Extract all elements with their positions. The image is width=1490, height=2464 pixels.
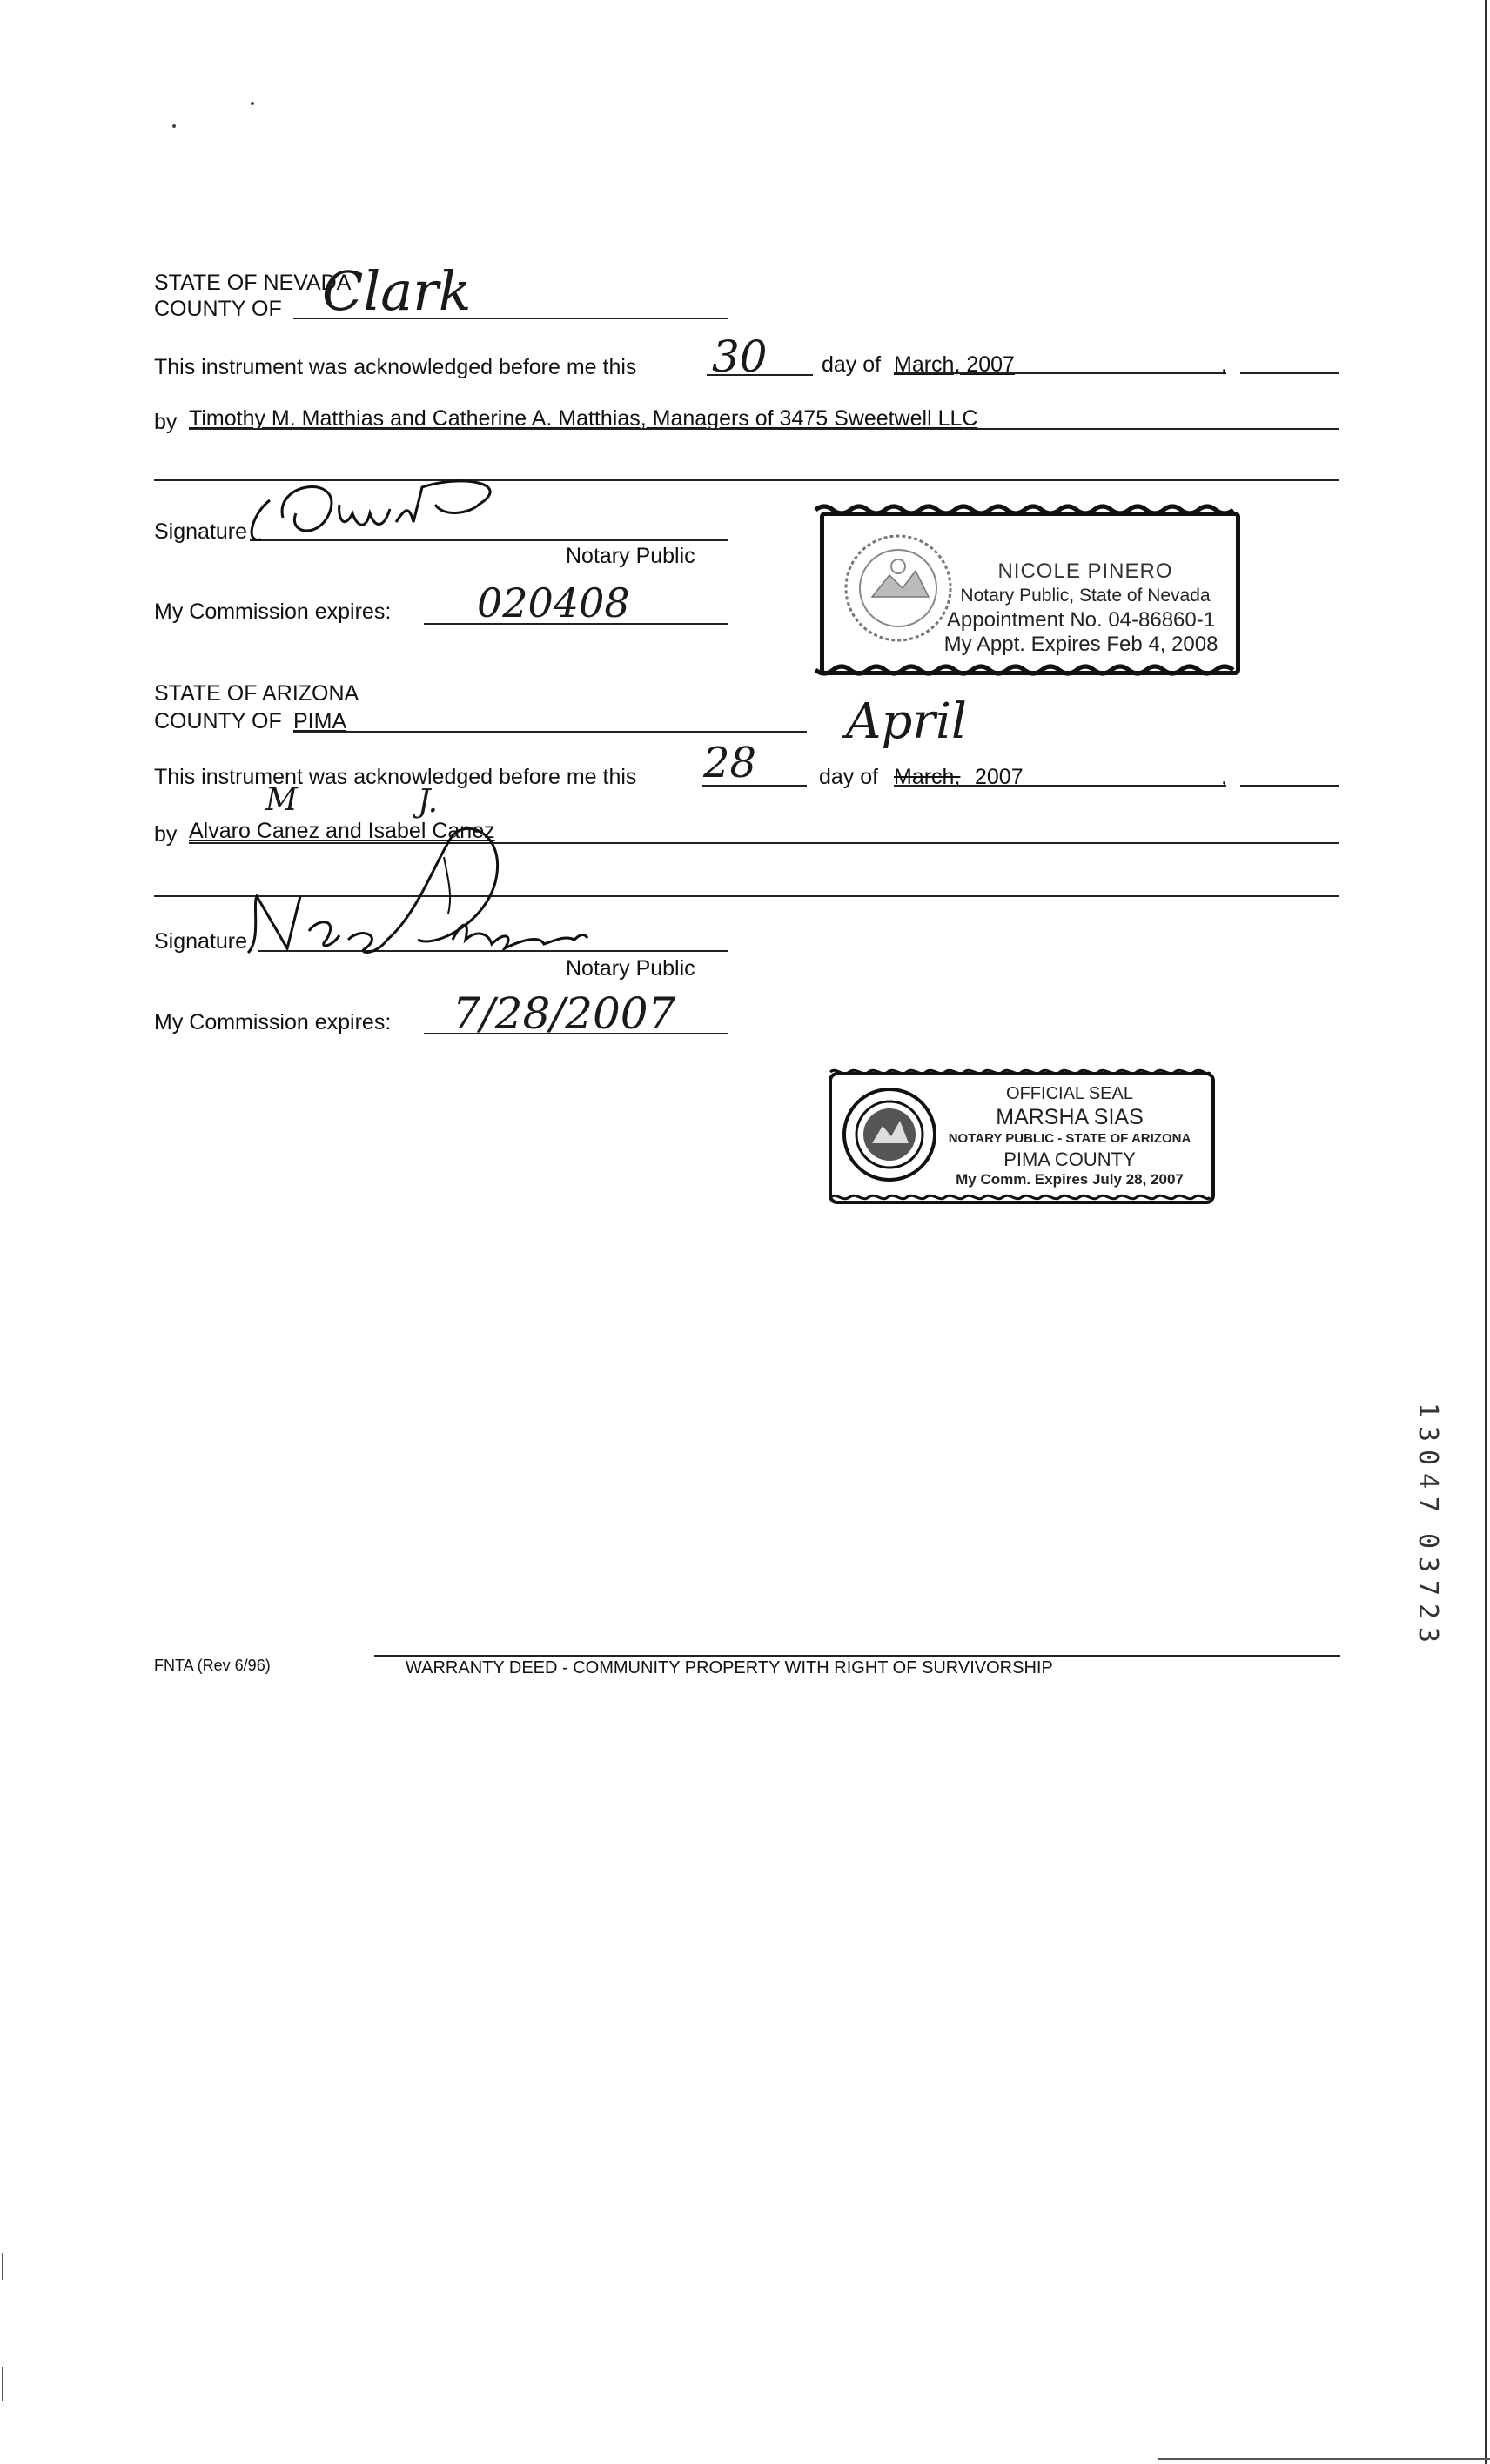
side-number-bottom-digit: 7: [1413, 1579, 1443, 1597]
arizona-month-handwritten: April: [846, 693, 967, 750]
side-document-number: [1413, 1397, 1443, 1644]
nevada-notary-signature: [235, 465, 548, 552]
side-number-top-digit: 4: [1413, 1472, 1443, 1490]
nevada-stamp-border-pattern: [811, 503, 1242, 677]
arizona-year: 2007: [975, 765, 1024, 789]
arizona-state-label: STATE OF ARIZONA: [154, 681, 359, 706]
arizona-notary-signature: [244, 809, 766, 966]
arizona-initial-m: M: [265, 782, 298, 818]
scan-edge-mark: [2, 2367, 3, 2401]
nevada-day-of: day of: [822, 352, 882, 377]
nevada-by-line: [189, 428, 1339, 430]
nevada-stamp-expires: My Appt. Expires Feb 4, 2008: [943, 633, 1218, 656]
arizona-stamp-border-pattern: [823, 1065, 1213, 1204]
arizona-commission-handwritten: 7/28/2007: [453, 988, 676, 1039]
nevada-county-handwritten: Clark: [322, 259, 472, 323]
nevada-date-line: [894, 372, 1226, 374]
side-number-bottom: [1413, 1528, 1443, 1650]
arizona-stamp-county: PIMA COUNTY: [1003, 1148, 1136, 1170]
nevada-notary-public-label: Notary Public: [566, 544, 695, 568]
arizona-day-of: day of: [819, 765, 879, 789]
side-number-bottom-digit: 3: [1413, 1626, 1443, 1644]
footer-rule: [374, 1655, 1340, 1657]
side-number-bottom-digit: 0: [1413, 1532, 1443, 1550]
arizona-date-line: [894, 785, 1226, 787]
arizona-stamp-expires: My Comm. Expires July 28, 2007: [956, 1171, 1184, 1188]
scan-speck: [251, 102, 254, 105]
nevada-stamp-appointment: Appointment No. 04-86860-1: [946, 608, 1216, 632]
side-number-top-digit: 1: [1413, 1402, 1443, 1419]
nevada-signature-label: Signature: [154, 519, 248, 544]
nevada-commission-label: My Commission expires:: [154, 599, 392, 624]
nevada-stamp-title: Notary Public, State of Nevada: [960, 586, 1211, 606]
nevada-state-label: STATE OF NEVADA: [154, 271, 352, 295]
nevada-ack-text: This instrument was acknowledged before me this: [154, 355, 637, 379]
nevada-by-value: Timothy M. Matthias and Catherine A. Matthias, Managers of 3475 Sweetwell LLC: [189, 406, 978, 431]
arizona-ack-text: This instrument was acknowledged before me this: [154, 765, 637, 789]
arizona-by-label: by: [154, 822, 178, 847]
arizona-stamp-heading: OFFICIAL SEAL: [1006, 1084, 1133, 1103]
arizona-commission-label: My Commission expires:: [154, 1010, 392, 1034]
scan-edge-mark: [2, 2253, 3, 2280]
nevada-by-label: by: [154, 410, 178, 434]
nevada-stamp-name: NICOLE PINERO: [997, 559, 1173, 583]
side-number-bottom-digit: 2: [1413, 1603, 1443, 1620]
side-number-top-digit: 3: [1413, 1425, 1443, 1443]
scan-speck: [172, 124, 176, 128]
arizona-notary-public-label: Notary Public: [566, 956, 695, 981]
nevada-commission-handwritten: 020408: [477, 579, 630, 626]
side-number-top-digit: 0: [1413, 1449, 1443, 1466]
footer-document-title: WARRANTY DEED - COMMUNITY PROPERTY WITH RIGHT OF SURVIVORSHIP: [406, 1658, 1053, 1677]
arizona-county-label: COUNTY OF: [154, 709, 282, 733]
nevada-year-line: [1240, 372, 1339, 374]
side-number-bottom-digit: 3: [1413, 1556, 1443, 1573]
nevada-comma: ,: [1221, 352, 1227, 377]
nevada-county-label: COUNTY OF: [154, 297, 282, 321]
arizona-stamp-name: MARSHA SIAS: [996, 1105, 1144, 1129]
arizona-year-line: [1240, 785, 1339, 787]
arizona-signature-label: Signature: [154, 929, 248, 954]
arizona-day-handwritten: 28: [703, 739, 757, 787]
nevada-day-handwritten: 30: [712, 331, 768, 382]
bottom-right-border: [1158, 2458, 1490, 2460]
arizona-initial-j: J.: [418, 784, 439, 820]
side-number-top-digit: 7: [1413, 1496, 1443, 1513]
top-right-border: [1485, 0, 1487, 2464]
arizona-month-struck: March,: [894, 765, 961, 789]
nevada-month-year: March, 2007: [894, 352, 1015, 377]
arizona-county-value: PIMA: [293, 709, 347, 733]
arizona-comma: ,: [1221, 765, 1227, 789]
arizona-by-value: Alvaro Canez and Isabel Canez: [189, 819, 495, 843]
arizona-stamp-title: NOTARY PUBLIC - STATE OF ARIZONA: [948, 1131, 1191, 1146]
arizona-county-line: [293, 731, 807, 733]
footer-form-number: FNTA (Rev 6/96): [154, 1657, 271, 1674]
side-number-top: [1413, 1397, 1443, 1519]
